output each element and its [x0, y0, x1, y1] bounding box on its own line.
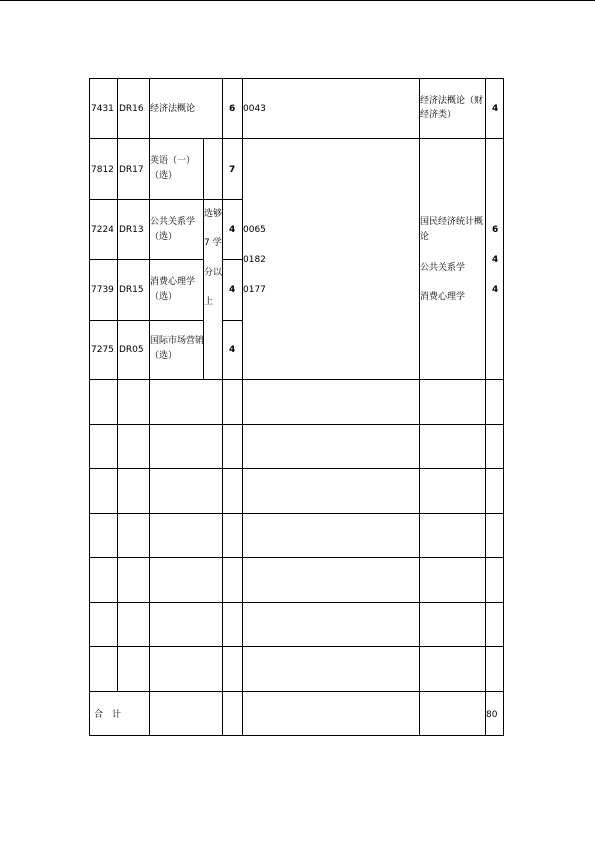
course-code: 7739: [91, 285, 114, 295]
substitute-name: 国民经济统计概: [420, 217, 484, 227]
column-divider: [485, 79, 486, 735]
page-top-rule: [0, 0, 595, 1]
elective-note-line2: 7 学: [204, 238, 222, 248]
substitute-code: 0177: [243, 285, 266, 295]
course-id: DR15: [119, 285, 144, 295]
course-credit: 4: [229, 225, 236, 235]
elective-note-line4: 上: [204, 297, 214, 307]
course-id: DR17: [119, 165, 144, 175]
course-name-line1: 国际市场营销: [150, 336, 205, 346]
course-id: DR16: [119, 104, 144, 114]
row-divider: [222, 320, 242, 321]
substitute-name: 论: [420, 232, 430, 242]
course-name-line1: 公共关系学: [150, 217, 196, 227]
total-value: 80: [486, 710, 498, 720]
course-credit: 6: [229, 104, 236, 114]
course-name-line2: （选）: [150, 292, 178, 302]
course-name-line1: 英语（一）: [150, 156, 196, 166]
row-divider: [90, 646, 503, 647]
substitute-code: 0182: [243, 255, 266, 265]
column-divider: [419, 79, 420, 735]
course-code: 7275: [91, 345, 114, 355]
row-divider: [90, 602, 503, 603]
row-divider: [90, 424, 503, 425]
substitute-credit: 6: [492, 225, 499, 235]
course-name-line1: 消费心理学: [150, 277, 196, 287]
course-code: 7812: [91, 165, 114, 175]
row-divider: [90, 138, 503, 139]
column-divider: [242, 79, 243, 735]
course-id: DR05: [119, 345, 144, 355]
row-divider: [90, 259, 203, 260]
course-id: DR13: [119, 225, 144, 235]
course-code: 7431: [91, 104, 114, 114]
substitute-credit: 4: [492, 285, 499, 295]
substitute-name: 公共关系学: [420, 263, 466, 273]
exam-name-line2: 经济类）: [420, 110, 457, 120]
exam-code: 0043: [243, 104, 266, 114]
elective-note-line1: 选够: [204, 209, 223, 219]
course-name: 经济法概论: [150, 104, 196, 114]
course-name-line2: （选）: [150, 232, 178, 242]
elective-note-line3: 分以: [204, 268, 223, 278]
total-label: 合 计: [94, 710, 122, 720]
exam-credit: 4: [492, 104, 499, 114]
course-credit: 4: [229, 285, 236, 295]
row-divider: [90, 199, 242, 200]
row-divider: [90, 557, 503, 558]
substitute-credit: 4: [492, 255, 499, 265]
course-name-line2: （选）: [150, 351, 178, 361]
exam-name-line1: 经济法概论（财: [420, 96, 484, 106]
row-divider: [90, 691, 503, 692]
course-credit: 4: [229, 345, 236, 355]
substitute-name: 消费心理学: [420, 292, 466, 302]
row-divider: [90, 513, 503, 514]
row-divider: [222, 259, 242, 260]
row-divider: [90, 379, 503, 380]
row-divider: [222, 199, 242, 200]
course-name-line2: （选）: [150, 171, 178, 181]
row-divider: [90, 320, 203, 321]
course-code: 7224: [91, 225, 114, 235]
course-table: [89, 78, 504, 736]
substitute-code: 0065: [243, 225, 266, 235]
column-divider: [222, 79, 223, 735]
row-divider: [90, 468, 503, 469]
column-divider: [117, 79, 118, 691]
course-credit: 7: [229, 165, 236, 175]
